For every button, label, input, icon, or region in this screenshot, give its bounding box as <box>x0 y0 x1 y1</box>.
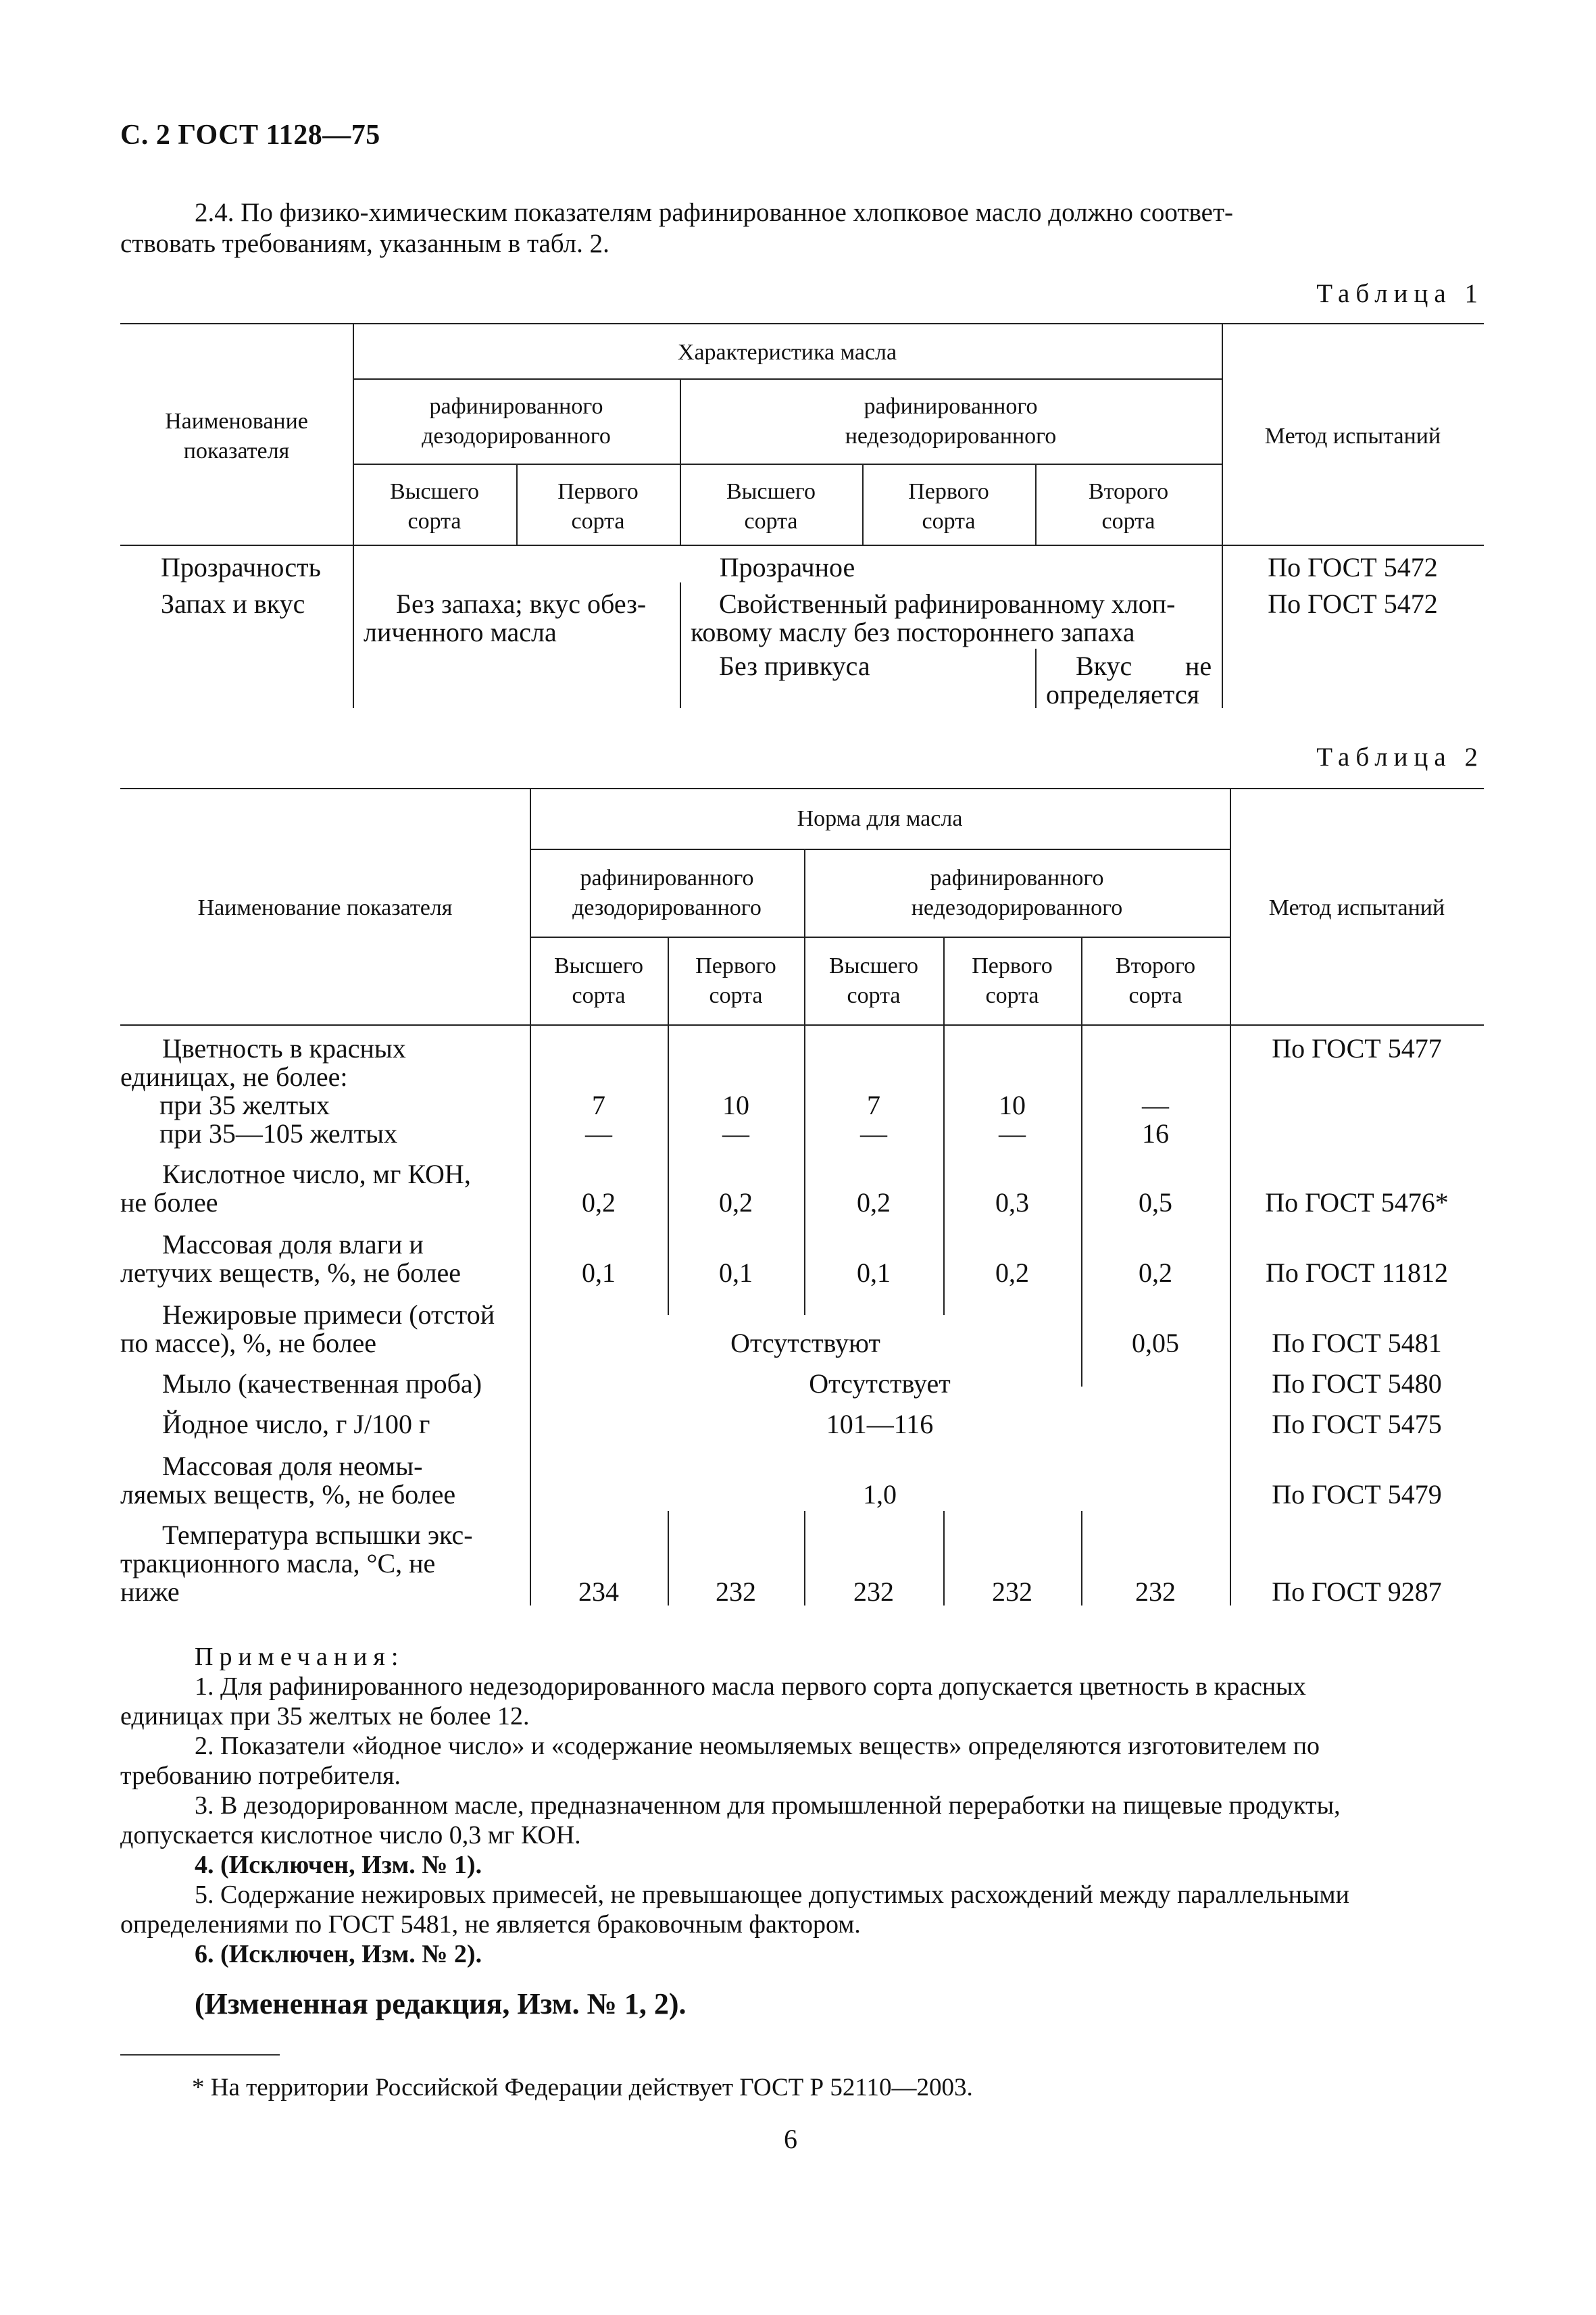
table1-grade: Высшего сорта <box>390 479 479 534</box>
table1-rule-group <box>353 378 1222 380</box>
page-number: 6 <box>784 2124 797 2154</box>
table1-rule-head <box>120 545 1484 546</box>
table1-header-deo: рафинированного дезодорированного <box>422 394 611 449</box>
table2-iodine-method: По ГОСТ 5475 <box>1272 1409 1442 1439</box>
table1-rule-sub <box>353 464 1222 465</box>
table2-value: 10 <box>722 1090 749 1120</box>
table2-grade: Первого сорта <box>972 953 1053 1008</box>
table2-flash-method: По ГОСТ 9287 <box>1272 1576 1442 1607</box>
table1-row-smell: Запах и вкус <box>161 589 305 619</box>
table2-color-name-2: единицах, не более: <box>120 1062 348 1092</box>
table2-value: 0,2 <box>857 1187 891 1218</box>
table2-grade: Высшего сорта <box>829 953 918 1008</box>
table2-value: — <box>1142 1090 1169 1120</box>
table1-transparency-method: По ГОСТ 5472 <box>1268 552 1438 582</box>
note-2-line-2: требованию потребителя. <box>120 1762 401 1790</box>
table2-rule-sub <box>530 937 1230 938</box>
table2-header-deo: рафинированного дезодорированного <box>572 866 762 920</box>
table1-transparency-value: Прозрачное <box>719 552 855 582</box>
table2-value: 0,2 <box>1139 1258 1172 1288</box>
table2-value: 0,1 <box>719 1258 753 1288</box>
table2-value: 0,2 <box>719 1187 753 1218</box>
table1-header-name: Наименование показателя <box>165 409 308 464</box>
table2-value: — <box>722 1118 749 1149</box>
table1-vline <box>680 582 681 708</box>
table2-grade: Высшего сорта <box>554 953 643 1008</box>
note-3-line-1: 3. В дезодорированном масле, предназначенном для промышленной переработки на пищевые продукты, <box>195 1791 1341 1820</box>
table1-aftertaste-grade2-b: не <box>1185 651 1212 681</box>
note-2-line-1: 2. Показатели «йодное число» и «содержание неомыляемых веществ» определяются изготовителем по <box>195 1732 1320 1760</box>
table2-grade: Первого сорта <box>695 953 776 1008</box>
table2-header-method: Метод испытаний <box>1268 895 1445 920</box>
note-1-line-2: единицах при 35 желтых не более 12. <box>120 1702 530 1731</box>
table1-smell-nondeo-2: ковому маслу без постороннего запаха <box>691 617 1135 647</box>
table1-row-transparency: Прозрачность <box>161 552 321 582</box>
table2-nonfat-value: Отсутствуют <box>730 1328 880 1358</box>
table2-value: 7 <box>592 1090 605 1120</box>
table1-aftertaste-grade2-a: Вкус <box>1076 651 1132 681</box>
note-6: 6. (Исключен, Изм. № 2). <box>195 1940 482 1968</box>
table2-value: — <box>860 1118 887 1149</box>
table1-aftertaste-grade2-c: определяется <box>1046 679 1199 710</box>
table1-vline <box>1222 323 1223 708</box>
table2-color-name-3: при 35 желтых <box>159 1090 330 1120</box>
table2-unsap-value: 1,0 <box>863 1479 897 1510</box>
table2-value: 0,2 <box>582 1187 616 1218</box>
table2-header-name: Наименование показателя <box>197 895 453 920</box>
table2-value: 0,1 <box>857 1258 891 1288</box>
table1-grade: Второго сорта <box>1088 479 1169 534</box>
intro-paragraph <box>120 197 1484 259</box>
notes <box>120 1642 1484 1969</box>
table2-iodine-name: Йодное число, г J/100 г <box>162 1409 430 1439</box>
table2-header-nondeo: рафинированного недезодорированного <box>911 866 1123 920</box>
table2-rule-top <box>120 788 1484 789</box>
table1-grade: Первого сорта <box>557 479 639 534</box>
table2-value: 10 <box>999 1090 1026 1120</box>
table2-value: 16 <box>1142 1118 1169 1149</box>
note-5-line-1: 5. Содержание нежировых примесей, не превышающее допустимых расхождений между параллельными <box>195 1881 1349 1909</box>
table2-moist-name-1: Массовая доля влаги и <box>162 1229 424 1260</box>
table2-color-name-1: Цветность в красных <box>162 1033 406 1064</box>
table2-value: — <box>585 1118 612 1149</box>
table2-flash-name-2: тракционного масла, °С, не <box>120 1548 436 1578</box>
table2-value: — <box>999 1118 1026 1149</box>
table2-nonfat-method: По ГОСТ 5481 <box>1272 1328 1442 1358</box>
table2-flash-name-1: Температура вспышки экс- <box>162 1520 473 1550</box>
table1-header-group: Характеристика масла <box>677 340 897 365</box>
table1-rule-top <box>120 323 1484 324</box>
table2-moist-method: По ГОСТ 11812 <box>1265 1258 1449 1288</box>
table1-grade: Первого сорта <box>908 479 989 534</box>
table2-moist-name-2: летучих веществ, %, не более <box>120 1258 462 1288</box>
table1-grade: Высшего сорта <box>726 479 816 534</box>
table2-rule-head <box>120 1024 1484 1026</box>
table2-unsap-name-1: Массовая доля неомы- <box>162 1451 423 1481</box>
table2-acid-method: По ГОСТ 5476* <box>1265 1187 1449 1218</box>
table2-value: 232 <box>1135 1576 1176 1607</box>
table2-value: 234 <box>578 1576 619 1607</box>
table2-value: 232 <box>716 1576 756 1607</box>
table2-caption: Таблица 2 <box>1316 743 1484 772</box>
table2-soap-name: Мыло (качественная проба) <box>162 1368 482 1399</box>
table2-rule-group <box>530 849 1230 850</box>
note-3-line-2: допускается кислотное число 0,3 мг КОН. <box>120 1821 581 1849</box>
table2-soap-method: По ГОСТ 5480 <box>1272 1368 1442 1399</box>
table1-smell-nondeo-1: Свойственный рафинированному хлоп- <box>719 589 1176 619</box>
table2-grade: Второго сорта <box>1115 953 1196 1008</box>
table2-value: 0,1 <box>582 1258 616 1288</box>
table2-unsap-name-2: ляемых веществ, %, не более <box>120 1479 456 1510</box>
table2-nonfat-value-grade2: 0,05 <box>1132 1328 1179 1358</box>
table2-flash-name-3: ниже <box>120 1576 180 1607</box>
table2-value: 0,2 <box>995 1258 1029 1288</box>
table2-value: 0,5 <box>1139 1187 1172 1218</box>
table1-smell-deo-1: Без запаха; вкус обез- <box>396 589 647 619</box>
intro-line-2: ствовать требованиям, указанным в табл. 2. <box>120 229 609 258</box>
table1-header-method: Метод испытаний <box>1264 424 1441 449</box>
table2-value: 232 <box>992 1576 1032 1607</box>
notes-title: Примечания: <box>195 1643 405 1671</box>
table2-soap-value: Отсутствует <box>809 1368 951 1399</box>
table2-value: 7 <box>867 1090 880 1120</box>
table2-acid-name-1: Кислотное число, мг КОН, <box>162 1159 471 1189</box>
footnote-rule <box>120 2054 280 2056</box>
note-4: 4. (Исключен, Изм. № 1). <box>195 1851 482 1879</box>
table2-nonfat-name-2: по массе), %, не более <box>120 1328 377 1358</box>
intro-line-1: 2.4. По физико-химическим показателям рафинированное хлопковое масло должно соответ- <box>195 198 1233 227</box>
table2-color-method: По ГОСТ 5477 <box>1272 1033 1442 1064</box>
table2-color-name-4: при 35—105 желтых <box>159 1118 397 1149</box>
table2-iodine-value: 101—116 <box>826 1409 934 1439</box>
table2-unsap-method: По ГОСТ 5479 <box>1272 1479 1442 1510</box>
table1-header-nondeo: рафинированного недезодорированного <box>845 394 1057 449</box>
table1-smell-method: По ГОСТ 5472 <box>1268 589 1438 619</box>
table1-smell-deo-2: личенного масла <box>364 617 557 647</box>
note-1-line-1: 1. Для рафинированного недезодорированного масла первого сорта допускается цветность в красных <box>195 1672 1306 1701</box>
edition-note: (Измененная редакция, Изм. № 1, 2). <box>195 1987 687 2020</box>
page-header: С. 2 ГОСТ 1128—75 <box>120 120 380 151</box>
footnote: * На территории Российской Федерации действует ГОСТ Р 52110—2003. <box>192 2074 973 2101</box>
table1-vline <box>1035 649 1037 708</box>
note-5-line-2: определениями по ГОСТ 5481, не является браковочным фактором. <box>120 1910 861 1939</box>
table1-aftertaste: Без привкуса <box>719 651 870 681</box>
table2-nonfat-name-1: Нежировые примеси (отстой <box>162 1299 495 1330</box>
table2-value: 232 <box>853 1576 894 1607</box>
table2-acid-name-2: не более <box>120 1187 218 1218</box>
table1-caption: Таблица 1 <box>1316 279 1484 308</box>
table2-value: 0,3 <box>995 1187 1029 1218</box>
table2-header-group: Норма для масла <box>797 806 963 831</box>
